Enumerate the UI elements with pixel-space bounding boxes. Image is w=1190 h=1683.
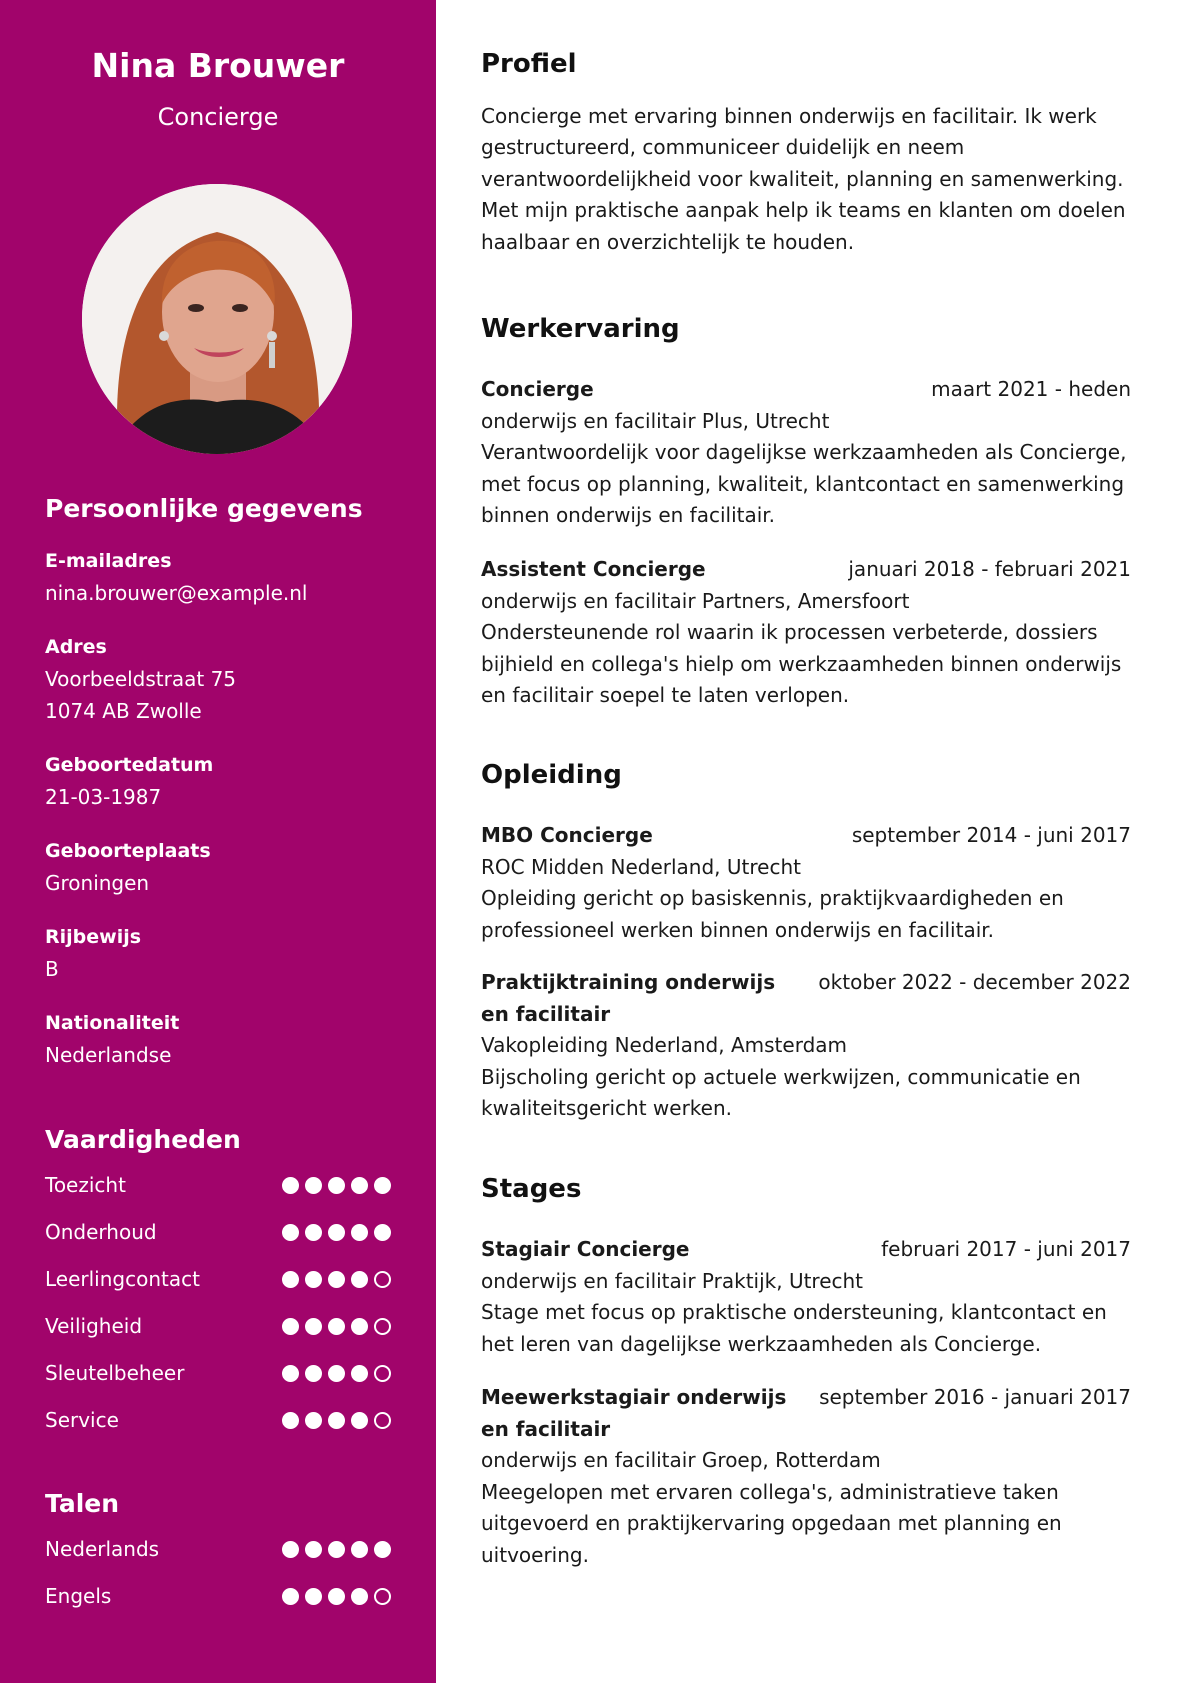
skill-row-name: Sleutelbeheer — [45, 1361, 185, 1385]
languages-section — [45, 1490, 391, 1620]
rating-dots — [269, 1177, 391, 1194]
languages-heading: Talen — [45, 1489, 120, 1518]
entry-date: januari 2018 - februari 2021 — [848, 557, 1131, 581]
skill-row — [45, 1350, 391, 1397]
language-row-name: Engels — [45, 1584, 112, 1608]
rating-dot-filled — [351, 1177, 368, 1194]
candidate-name: Nina Brouwer — [91, 46, 345, 85]
language-row-name: Nederlands — [45, 1537, 160, 1561]
personal-details — [45, 495, 391, 1093]
internship-entry — [481, 1234, 1131, 1360]
profile-text: Concierge met ervaring binnen onderwijs en facilitair. Ik werk gestructureerd, communiceer duidelijk en neem verantwoordelijkheid voor kwaliteit, planning en samenwerking. Met mijn praktische aanpak help ik teams en klanten om doelen haalbaar en overzichtelijk te houden. — [481, 103, 1126, 254]
rating-dot-filled — [328, 1318, 345, 1335]
birthplace-value: Groningen — [45, 870, 150, 895]
entry-description: Opleiding gericht op basiskennis, praktijkvaardigheden en professioneel werken binnen onderwijs en facilitair. — [481, 886, 1064, 942]
entry-description: Stage met focus op praktische ondersteuning, klantcontact en het leren van dagelijkse werkzaamheden als Concierge. — [481, 1300, 1107, 1356]
rating-dot-filled — [305, 1177, 322, 1194]
nationality-value: Nederlandse — [45, 1042, 172, 1067]
entry-header — [481, 374, 1131, 406]
entry-header — [481, 967, 1131, 1030]
skill-row — [45, 1256, 391, 1303]
entry-date: september 2016 - januari 2017 — [819, 1385, 1131, 1409]
rating-dot-filled — [282, 1224, 299, 1241]
rating-dot-empty — [374, 1318, 391, 1335]
rating-dot-filled — [328, 1365, 345, 1382]
field-email — [45, 545, 391, 609]
rating-dot-filled — [351, 1224, 368, 1241]
rating-dot-filled — [328, 1177, 345, 1194]
rating-dots — [269, 1588, 391, 1605]
skill-row-name: Veiligheid — [45, 1314, 143, 1338]
education-entry — [481, 820, 1131, 946]
internship-entry — [481, 1382, 1131, 1571]
job-title: Concierge — [157, 103, 279, 131]
field-label: Rijbewijs — [45, 925, 142, 948]
field-address — [45, 631, 391, 727]
experience-entry — [481, 374, 1131, 532]
entry-header — [481, 1234, 1131, 1266]
internships-section — [481, 1175, 1131, 1204]
rating-dot-filled — [305, 1365, 322, 1382]
portrait-illustration — [82, 184, 352, 454]
rating-dot-filled — [305, 1271, 322, 1288]
rating-dot-filled — [305, 1412, 322, 1429]
email-value: nina.brouwer@example.nl — [45, 580, 308, 605]
field-label: Nationaliteit — [45, 1011, 180, 1034]
entry-header — [481, 554, 1131, 586]
rating-dots — [269, 1412, 391, 1429]
rating-dot-filled — [328, 1541, 345, 1558]
field-license — [45, 921, 391, 985]
rating-dot-filled — [328, 1271, 345, 1288]
rating-dot-filled — [282, 1412, 299, 1429]
entry-organization: onderwijs en facilitair Plus, Utrecht — [481, 408, 830, 433]
language-row — [45, 1573, 391, 1620]
field-label: Geboortedatum — [45, 753, 214, 776]
sidebar — [0, 0, 436, 1683]
entry-date: maart 2021 - heden — [931, 377, 1131, 401]
skills-section — [45, 1126, 391, 1444]
rating-dot-filled — [351, 1541, 368, 1558]
rating-dots — [269, 1318, 391, 1335]
entry-organization: onderwijs en facilitair Groep, Rotterdam — [481, 1448, 881, 1472]
rating-dot-filled — [351, 1365, 368, 1382]
language-row — [45, 1526, 391, 1573]
entry-organization: onderwijs en facilitair Partners, Amersfoort — [481, 588, 910, 613]
rating-dot-empty — [374, 1412, 391, 1429]
education-entry — [481, 967, 1131, 1125]
entry-organization: ROC Midden Nederland, Utrecht — [481, 854, 801, 879]
rating-dot-filled — [282, 1271, 299, 1288]
entry-organization: Vakopleiding Nederland, Amsterdam — [481, 1033, 848, 1057]
entry-title: Praktijktraining onderwijs en facilitair — [481, 970, 776, 1026]
rating-dot-filled — [305, 1318, 322, 1335]
personal-heading: Persoonlijke gegevens — [45, 494, 363, 523]
rating-dot-filled — [351, 1318, 368, 1335]
entry-title: Assistent Concierge — [481, 557, 706, 581]
rating-dot-filled — [374, 1541, 391, 1558]
rating-dots — [269, 1541, 391, 1558]
rating-dot-filled — [282, 1365, 299, 1382]
profile-section — [481, 50, 1131, 258]
rating-dot-filled — [282, 1588, 299, 1605]
rating-dot-filled — [351, 1271, 368, 1288]
rating-dot-filled — [282, 1541, 299, 1558]
profile-heading: Profiel — [481, 49, 577, 79]
rating-dot-filled — [282, 1318, 299, 1335]
rating-dot-empty — [374, 1271, 391, 1288]
rating-dot-filled — [374, 1224, 391, 1241]
entry-header — [481, 1382, 1131, 1445]
rating-dots — [269, 1271, 391, 1288]
entry-date: september 2014 - juni 2017 — [851, 823, 1131, 847]
entry-header — [481, 820, 1131, 852]
education-section — [481, 761, 1131, 790]
skill-row — [45, 1397, 391, 1444]
entry-date: februari 2017 - juni 2017 — [881, 1237, 1131, 1261]
rating-dot-filled — [328, 1588, 345, 1605]
entry-description: Verantwoordelijk voor dagelijkse werkzaamheden als Concierge, met focus op planning, kwaliteit, klantcontact en samenwerking binnen onderwijs en facilitair. — [481, 440, 1127, 527]
entry-description: Ondersteunende rol waarin ik processen verbeterde, dossiers bijhield en collega's hielp om werkzaamheden binnen onderwijs en facilitair soepel te laten verlopen. — [481, 620, 1122, 707]
profile-photo — [82, 184, 352, 454]
address-city: 1074 AB Zwolle — [45, 698, 202, 723]
rating-dot-filled — [351, 1412, 368, 1429]
field-label: E-mailadres — [45, 549, 172, 572]
address-street: Voorbeeldstraat 75 — [45, 666, 237, 691]
entry-title: MBO Concierge — [481, 823, 653, 847]
skill-row-name: Onderhoud — [45, 1220, 157, 1244]
skill-row — [45, 1162, 391, 1209]
rating-dot-filled — [282, 1177, 299, 1194]
experience-entry — [481, 554, 1131, 712]
field-birthdate — [45, 749, 391, 813]
internships-heading: Stages — [481, 1174, 582, 1204]
license-value: B — [45, 956, 59, 981]
rating-dot-filled — [328, 1224, 345, 1241]
rating-dot-filled — [374, 1177, 391, 1194]
entry-date: oktober 2022 - december 2022 — [818, 970, 1131, 994]
rating-dot-empty — [374, 1365, 391, 1382]
rating-dot-filled — [305, 1224, 322, 1241]
entry-organization: onderwijs en facilitair Praktijk, Utrecht — [481, 1268, 864, 1293]
entry-title: Stagiair Concierge — [481, 1237, 690, 1261]
rating-dots — [269, 1224, 391, 1241]
skill-row — [45, 1209, 391, 1256]
field-label: Geboorteplaats — [45, 839, 211, 862]
field-birthplace — [45, 835, 391, 899]
field-label: Adres — [45, 635, 107, 658]
rating-dot-empty — [374, 1588, 391, 1605]
entry-title: Meewerkstagiair onderwijs en facilitair — [481, 1385, 787, 1441]
rating-dot-filled — [328, 1412, 345, 1429]
skills-list — [45, 1162, 391, 1444]
experience-section — [481, 315, 1131, 344]
field-nationality — [45, 1007, 391, 1071]
entry-description: Meegelopen met ervaren collega's, administratieve taken uitgevoerd en praktijkervaring opgedaan met planning en uitvoering. — [481, 1479, 1062, 1567]
skill-row-name: Toezicht — [45, 1173, 126, 1197]
languages-list — [45, 1526, 391, 1620]
rating-dot-filled — [305, 1541, 322, 1558]
rating-dots — [269, 1365, 391, 1382]
skills-heading: Vaardigheden — [45, 1125, 241, 1154]
entry-title: Concierge — [481, 377, 594, 401]
rating-dot-filled — [305, 1588, 322, 1605]
experience-heading: Werkervaring — [481, 314, 680, 344]
rating-dot-filled — [351, 1588, 368, 1605]
skill-row-name: Service — [45, 1408, 119, 1432]
education-heading: Opleiding — [481, 760, 622, 790]
skill-row — [45, 1303, 391, 1350]
skill-row-name: Leerlingcontact — [45, 1267, 200, 1291]
entry-description: Bijscholing gericht op actuele werkwijzen, communicatie en kwaliteitsgericht werken. — [481, 1064, 1081, 1120]
birthdate-value: 21-03-1987 — [45, 784, 162, 809]
